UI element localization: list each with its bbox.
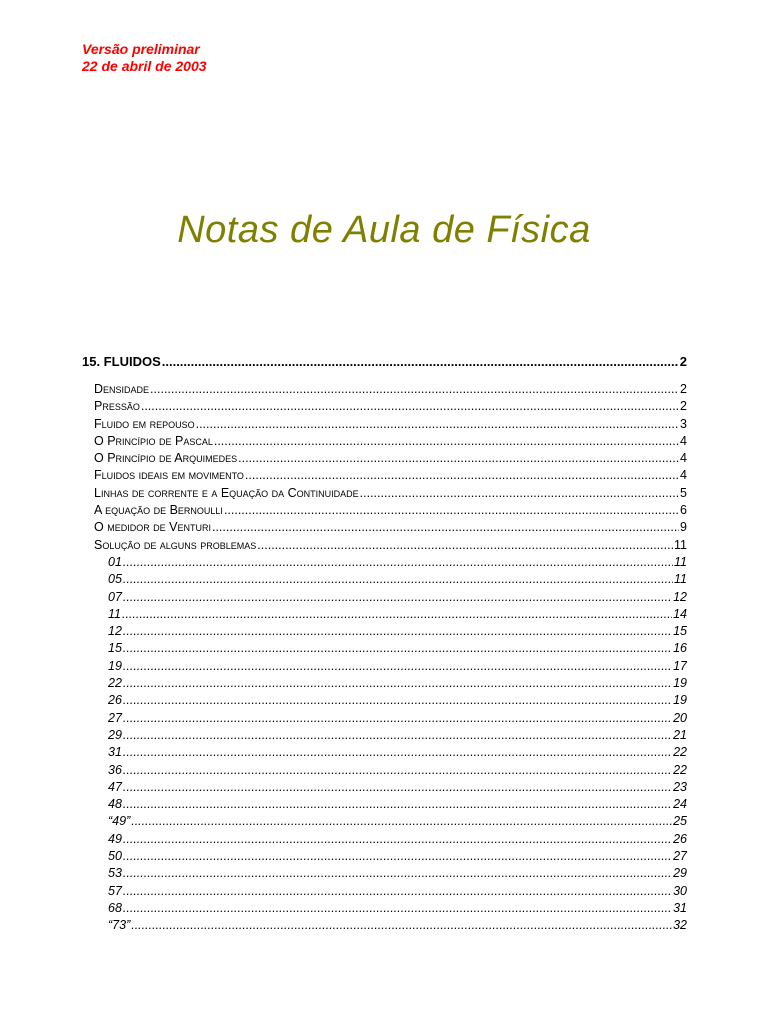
toc-section-label: O Princípio de Arquimedes xyxy=(94,451,238,466)
toc-problem-label: 07 xyxy=(108,589,122,604)
toc-section-page: 6 xyxy=(680,503,687,518)
toc-leader xyxy=(123,831,672,848)
toc-problem-label: 19 xyxy=(108,658,122,673)
toc-leader xyxy=(123,658,672,675)
toc-problem-label: 29 xyxy=(108,727,122,742)
toc-section-entry[interactable] xyxy=(82,433,687,450)
toc-section-entry[interactable] xyxy=(82,519,687,536)
toc-leader xyxy=(123,762,672,779)
toc-section-label: Fluido em repouso xyxy=(94,416,195,431)
toc-problem-label: 47 xyxy=(108,779,122,794)
toc-problem-page: 15 xyxy=(673,624,687,639)
toc-problem-entry[interactable] xyxy=(82,571,687,588)
toc-section-page: 3 xyxy=(680,416,687,431)
toc-leader xyxy=(123,883,672,900)
toc-leader xyxy=(196,416,679,433)
toc-problem-page: 24 xyxy=(673,797,687,812)
toc-problem-label: 12 xyxy=(108,624,122,639)
toc-section-entry[interactable] xyxy=(82,485,687,502)
toc-section-label: Pressão xyxy=(94,399,140,414)
toc-problem-page: 22 xyxy=(673,762,687,777)
version-label: Versão preliminar xyxy=(82,41,200,57)
toc-problem-page: 11 xyxy=(674,554,687,569)
toc-leader xyxy=(360,485,679,502)
toc-leader xyxy=(131,813,672,830)
toc-problem-entry[interactable] xyxy=(82,762,687,779)
toc-problem-label: 50 xyxy=(108,849,122,864)
toc-section-label: O medidor de Venturi xyxy=(94,520,211,535)
toc-problem-label: 05 xyxy=(108,572,122,587)
toc-section-label: A equação de Bernoulli xyxy=(94,503,223,518)
toc-problem-entry[interactable] xyxy=(82,796,687,813)
toc-leader xyxy=(123,710,672,727)
toc-problem-label: 15 xyxy=(108,641,122,656)
toc-leader xyxy=(123,796,672,813)
toc-problem-page: 23 xyxy=(673,779,687,794)
toc-problem-page: 27 xyxy=(673,849,687,864)
toc-problem-label: 53 xyxy=(108,866,122,881)
toc-section-entry[interactable] xyxy=(82,467,687,484)
toc-section-page: 5 xyxy=(680,485,687,500)
toc-problem-label: 22 xyxy=(108,676,122,691)
toc-section-entry[interactable] xyxy=(82,381,687,398)
version-date: 22 de abril de 2003 xyxy=(82,58,207,74)
toc-problem-entry[interactable] xyxy=(82,744,687,761)
toc-problem-entry[interactable] xyxy=(82,710,687,727)
toc-problem-label: 36 xyxy=(108,762,122,777)
toc-problem-entry[interactable] xyxy=(82,658,687,675)
toc-problem-entry[interactable] xyxy=(82,554,687,571)
toc-problem-label: 57 xyxy=(108,883,122,898)
toc-problem-entry[interactable] xyxy=(82,675,687,692)
document-header xyxy=(82,41,207,75)
toc-leader xyxy=(123,675,672,692)
toc-problem-page: 22 xyxy=(673,745,687,760)
toc-problem-page: 16 xyxy=(673,641,687,656)
toc-leader xyxy=(238,450,679,467)
toc-leader xyxy=(123,571,673,588)
toc-problem-entry[interactable] xyxy=(82,900,687,917)
toc-leader xyxy=(224,502,679,519)
toc-section-page: 4 xyxy=(680,433,687,448)
toc-problem-page: 19 xyxy=(673,676,687,691)
toc-problem-entry[interactable] xyxy=(82,589,687,606)
toc-problem-page: 11 xyxy=(674,572,687,587)
toc-problem-label: 31 xyxy=(108,745,122,760)
toc-problem-label: 11 xyxy=(108,606,121,621)
toc-leader xyxy=(150,381,679,398)
toc-problem-label: 27 xyxy=(108,710,122,725)
toc-problem-entry[interactable] xyxy=(82,727,687,744)
toc-problem-page: 26 xyxy=(673,831,687,846)
toc-leader xyxy=(123,900,672,917)
toc-problem-page: 25 xyxy=(673,814,687,829)
toc-problem-label: “49” xyxy=(108,814,131,829)
toc-section-page: 4 xyxy=(680,468,687,483)
toc-section-label: Solução de alguns problemas xyxy=(94,537,257,552)
toc-chapter-label: 15. FLUIDOS xyxy=(82,354,161,369)
toc-section-entry[interactable] xyxy=(82,398,687,415)
toc-problem-entry[interactable] xyxy=(82,831,687,848)
toc-section-label: Fluidos ideais em movimento xyxy=(94,468,244,483)
toc-problem-entry[interactable] xyxy=(82,865,687,882)
toc-section-page: 4 xyxy=(680,451,687,466)
toc-leader xyxy=(123,554,673,571)
toc-problem-page: 17 xyxy=(673,658,687,673)
toc-chapter-entry[interactable] xyxy=(82,352,687,371)
toc-section-entry[interactable] xyxy=(82,450,687,467)
toc-leader xyxy=(123,692,672,709)
toc-leader xyxy=(245,467,679,484)
toc-problem-page: 31 xyxy=(673,900,687,915)
toc-problem-label: 01 xyxy=(108,554,122,569)
toc-section-page: 2 xyxy=(680,382,687,396)
toc-leader xyxy=(214,433,679,450)
toc-section-page: 11 xyxy=(674,537,687,552)
toc-leader xyxy=(141,398,679,415)
toc-section-entry[interactable] xyxy=(82,537,687,554)
toc-problem-entry[interactable] xyxy=(82,623,687,640)
toc-problem-entry[interactable] xyxy=(82,779,687,796)
toc-section-label: Linhas de corrente e a Equação da Continuidade xyxy=(94,485,359,500)
toc-problem-page: 19 xyxy=(673,693,687,708)
toc-section-page: 9 xyxy=(680,520,687,535)
toc-leader xyxy=(123,589,672,606)
toc-problem-label: 48 xyxy=(108,797,122,812)
toc-problem-page: 32 xyxy=(673,918,687,933)
toc-problem-entry[interactable] xyxy=(82,848,687,865)
toc-problem-entry[interactable] xyxy=(82,883,687,900)
toc-problem-entry[interactable] xyxy=(82,692,687,709)
toc-leader xyxy=(162,352,679,371)
toc-leader xyxy=(123,779,672,796)
toc-problem-entry[interactable] xyxy=(82,813,687,830)
toc-problem-page: 14 xyxy=(673,606,687,621)
toc-section-entry[interactable] xyxy=(82,416,687,433)
toc-problem-entry[interactable] xyxy=(82,606,687,623)
toc-problem-entry[interactable] xyxy=(82,640,687,657)
toc-section-label: Densidade xyxy=(94,382,150,396)
toc-section-page: 2 xyxy=(680,399,687,414)
toc-leader xyxy=(123,865,672,882)
toc-problem-page: 21 xyxy=(673,727,687,742)
toc-leader xyxy=(257,537,673,554)
table-of-contents xyxy=(82,352,687,935)
toc-leader xyxy=(212,519,679,536)
toc-problem-page: 29 xyxy=(673,866,687,881)
toc-leader xyxy=(123,848,672,865)
toc-problem-page: 20 xyxy=(673,710,687,725)
toc-leader xyxy=(123,623,672,640)
toc-section-label: O Princípio de Pascal xyxy=(94,433,213,448)
toc-problem-page: 12 xyxy=(673,589,687,604)
toc-problem-label: 49 xyxy=(108,831,122,846)
toc-problem-page: 30 xyxy=(673,883,687,898)
toc-chapter-page: 2 xyxy=(679,354,687,369)
toc-problem-label: “73” xyxy=(108,918,131,933)
toc-leader xyxy=(123,640,672,657)
toc-problem-label: 26 xyxy=(108,693,122,708)
toc-section-entry[interactable] xyxy=(82,502,687,519)
toc-leader xyxy=(123,744,672,761)
toc-problem-label: 68 xyxy=(108,900,122,915)
toc-leader xyxy=(123,727,672,744)
document-title: Notas de Aula de Física xyxy=(177,209,591,251)
toc-leader xyxy=(122,606,672,623)
toc-problem-entry[interactable] xyxy=(82,917,687,934)
toc-leader xyxy=(131,917,672,934)
